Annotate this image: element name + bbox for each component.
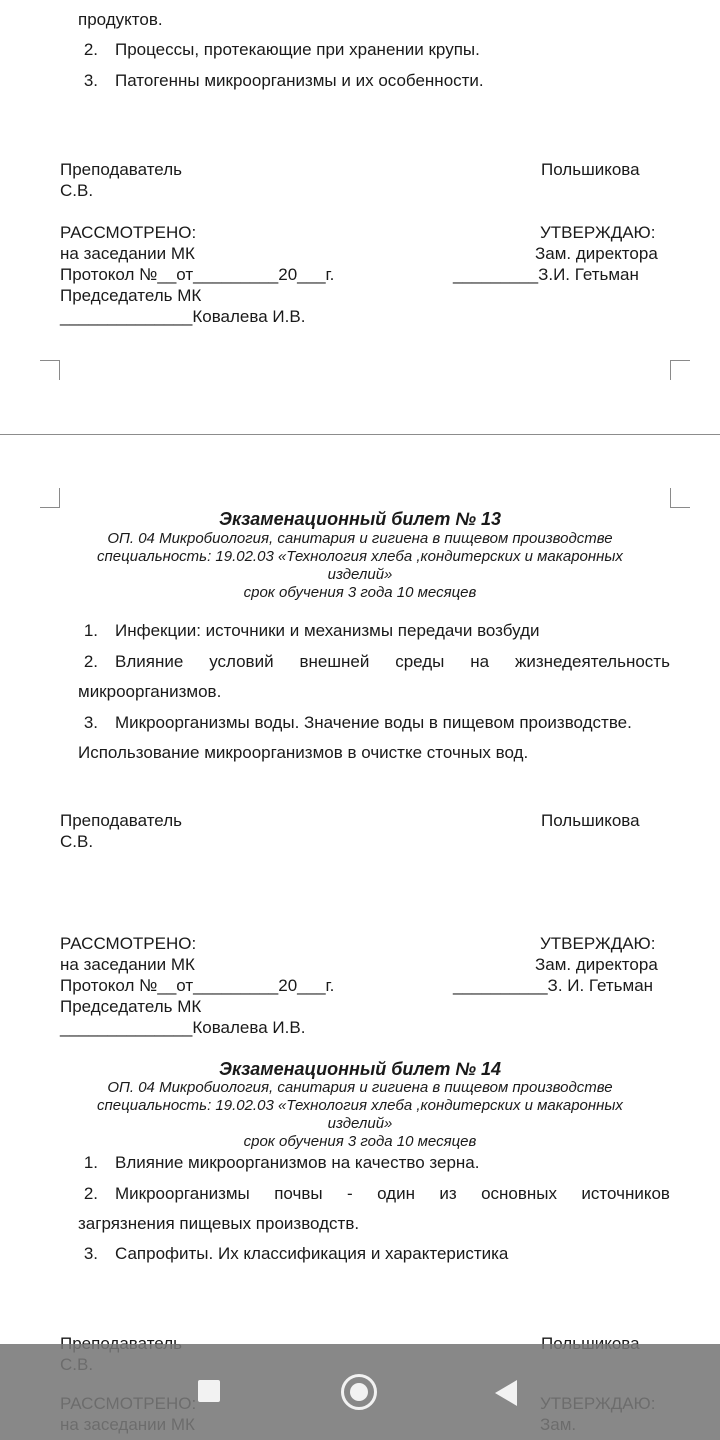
question-text: Влияние условий внешней среды на жизнедеятельность (115, 652, 670, 671)
question-text: Влияние микроорганизмов на качество зерна. (115, 1153, 480, 1172)
ticket-term: срок обучения 3 года 10 месяцев (243, 1133, 477, 1150)
chair-sign-line: ______________Ковалева И.В. (60, 1018, 306, 1037)
question-text: Микроорганизмы почвы - один из основных источников (115, 1184, 670, 1203)
deputy-label: Зам. директора (535, 955, 658, 974)
circle-icon (341, 1374, 377, 1410)
question-text: Микроорганизмы воды. Значение воды в пищевом производстве. (115, 713, 632, 732)
chair-label: Председатель МК (60, 997, 202, 1016)
teacher-surname: Польшикова (541, 160, 640, 179)
triangle-back-icon (494, 1379, 518, 1407)
meeting-label: на заседании МК (60, 955, 195, 974)
chair-label: Председатель МК (60, 286, 202, 305)
list-text: Процессы, протекающие при хранении крупы. (115, 40, 480, 59)
navigation-bar (0, 1344, 720, 1440)
question-text-cont: загрязнения пищевых производств. (78, 1214, 360, 1233)
page-separator (0, 434, 720, 435)
page-corner-mark (40, 488, 60, 508)
signer-line: _________З.И. Гетьман (453, 265, 639, 284)
ticket-specialty-cont: изделий» (327, 1115, 393, 1132)
home-button[interactable] (341, 1374, 377, 1410)
reviewed-label: РАССМОТРЕНО: (60, 934, 197, 953)
teacher-surname: Польшикова (541, 811, 640, 830)
question-text: Сапрофиты. Их классификация и характеристика (115, 1244, 509, 1263)
approve-label: УТВЕРЖДАЮ: (540, 223, 656, 242)
ticket-specialty-cont: изделий» (327, 566, 393, 583)
list-number: 3. (83, 1244, 98, 1263)
protocol-line: Протокол №__от_________20___г. (60, 976, 335, 995)
reviewed-label: РАССМОТРЕНО: (60, 223, 197, 242)
question-text-cont: микроорганизмов. (78, 682, 222, 701)
list-number: 3. (83, 71, 98, 90)
list-number: 2. (83, 652, 98, 671)
list-number: 3. (83, 713, 98, 732)
back-button[interactable] (494, 1379, 518, 1407)
teacher-initials: С.В. (60, 832, 94, 851)
page-corner-mark (40, 360, 60, 380)
list-continuation: продуктов. (78, 10, 163, 29)
square-icon (198, 1380, 220, 1402)
chair-sign-line: ______________Ковалева И.В. (60, 307, 306, 326)
ticket-subject: ОП. 04 Микробиология, санитария и гигиена в пищевом производстве (107, 1079, 613, 1096)
ticket-subject: ОП. 04 Микробиология, санитария и гигиена в пищевом производстве (107, 530, 613, 547)
list-number: 1. (83, 1153, 98, 1172)
teacher-label: Преподаватель (60, 811, 182, 830)
list-number: 1. (83, 621, 98, 640)
ticket-title: Экзаменационный билет № 13 (219, 509, 501, 529)
list-number: 2. (83, 1184, 98, 1203)
recents-button[interactable] (198, 1380, 222, 1404)
signer-line: __________З. И. Гетьман (453, 976, 654, 995)
ticket-specialty: специальность: 19.02.03 «Технология хлеба ,кондитерских и макаронных (97, 1097, 623, 1114)
question-text: Инфекции: источники и механизмы передачи возбуди (115, 621, 540, 640)
page-corner-mark (670, 360, 690, 380)
meeting-label: на заседании МК (60, 244, 195, 263)
approve-label: УТВЕРЖДАЮ: (540, 934, 656, 953)
ticket-specialty: специальность: 19.02.03 «Технология хлеба ,кондитерских и макаронных (97, 548, 623, 565)
teacher-initials: С.В. (60, 181, 94, 200)
deputy-label: Зам. директора (535, 244, 658, 263)
list-number: 2. (83, 40, 98, 59)
teacher-label: Преподаватель (60, 160, 182, 179)
ticket-title: Экзаменационный билет № 14 (219, 1059, 501, 1079)
page-corner-mark (670, 488, 690, 508)
ticket-term: срок обучения 3 года 10 месяцев (243, 584, 477, 601)
question-text-cont: Использование микроорганизмов в очистке сточных вод. (78, 743, 529, 762)
list-text: Патогенны микроорганизмы и их особенности. (115, 71, 484, 90)
protocol-line: Протокол №__от_________20___г. (60, 265, 335, 284)
